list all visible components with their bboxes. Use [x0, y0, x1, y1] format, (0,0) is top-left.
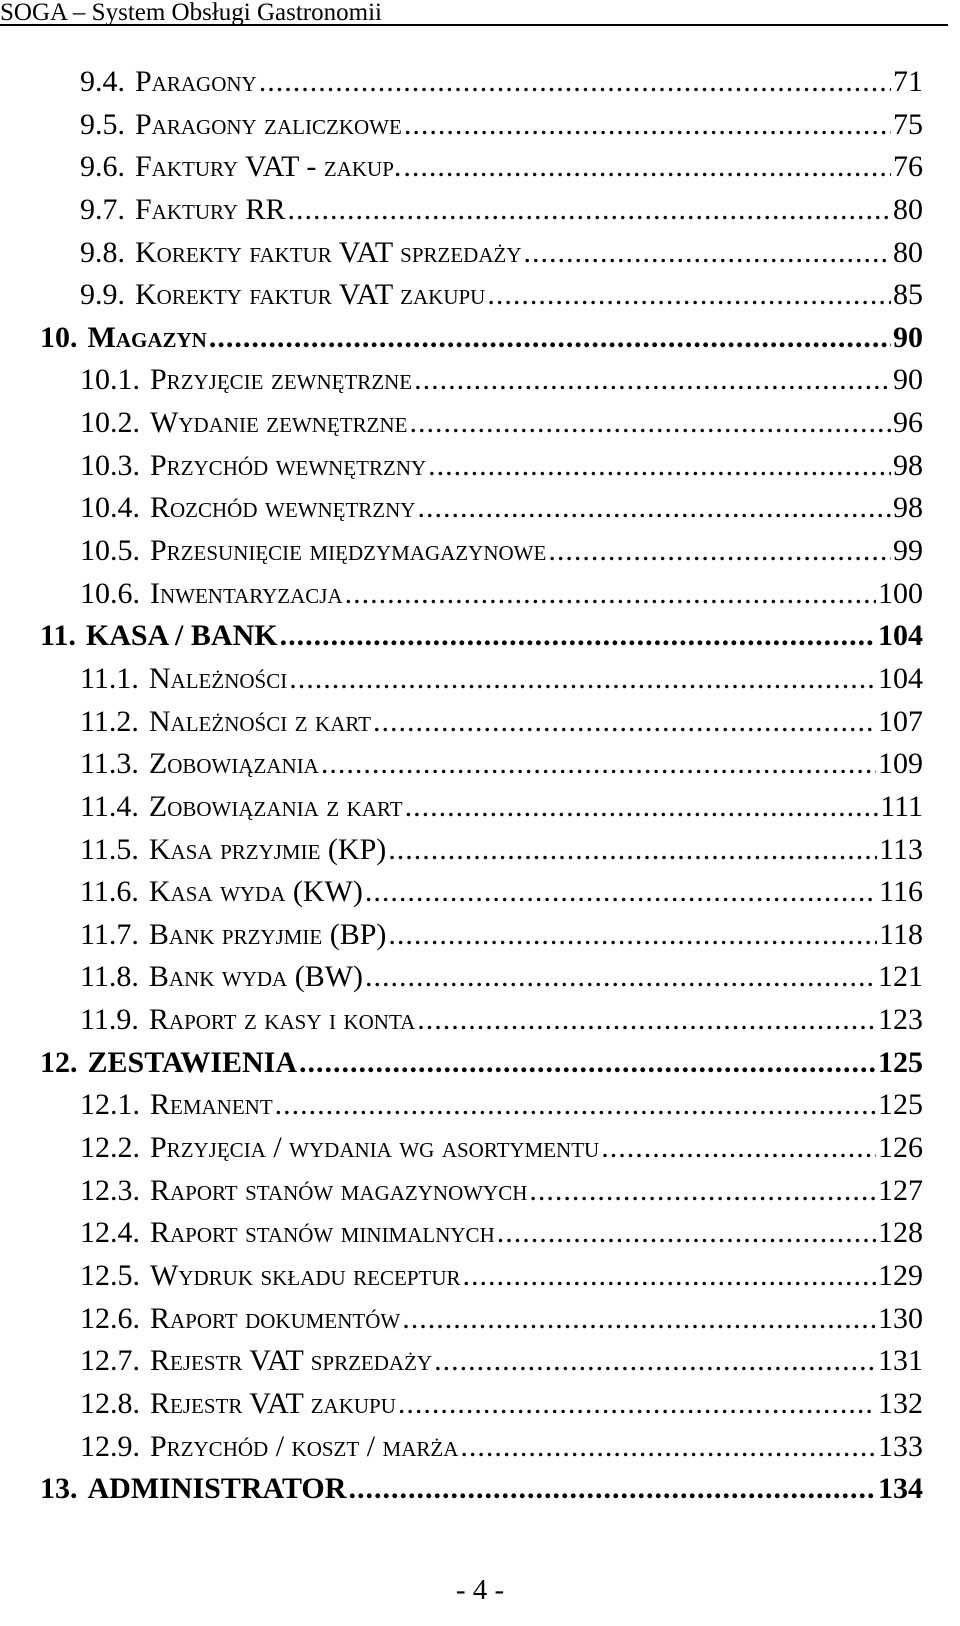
toc-dot-leader [409, 403, 923, 443]
toc-entry-lead [80, 1384, 923, 1424]
toc-entry-page: 127 [876, 1171, 923, 1211]
toc-dot-leader [460, 1427, 923, 1467]
toc-entry-page: 99 [891, 531, 923, 571]
toc-entry-lead [80, 1171, 923, 1211]
toc-entry-lead [80, 62, 923, 102]
toc-entry-number: 10.4. [80, 491, 140, 525]
toc-entry-title: Przyjęcia / wydania wg asortymentu [150, 1131, 600, 1165]
toc-entry-title: Korekty faktur VAT sprzedaży [135, 235, 522, 269]
toc-entry-number: 10. [40, 320, 78, 354]
toc-entry-lead [80, 105, 923, 145]
toc-section[interactable] [0, 659, 960, 702]
toc-dot-leader [288, 190, 923, 230]
toc-entry-title: Korekty faktur VAT zakupu [135, 278, 486, 312]
toc-entry-title: ADMINISTRATOR [87, 1472, 347, 1506]
toc-dot-leader [487, 275, 923, 315]
toc-entry-number: 11. [40, 619, 76, 653]
toc-dot-leader [373, 702, 923, 742]
toc-chapter[interactable] [0, 318, 960, 361]
toc-dot-leader [417, 488, 923, 528]
toc-entry-title: Przychód wewnętrzny [150, 448, 427, 482]
toc-entry-lead [80, 915, 923, 955]
toc-entry-page: 96 [891, 403, 923, 443]
toc-entry-page: 71 [891, 62, 923, 102]
toc-entry-page: 129 [876, 1256, 923, 1296]
toc-section[interactable] [0, 275, 960, 318]
toc-entry-number: 12.9. [80, 1429, 140, 1463]
page-number: - 4 - [455, 1574, 505, 1606]
toc-entry-number: 11.8. [80, 960, 139, 994]
toc-entry-lead [80, 702, 923, 742]
toc-entry-number: 12.4. [80, 1216, 140, 1250]
toc-entry-number: 11.7. [80, 917, 139, 951]
toc-entry-title: Zobowiązania [148, 747, 319, 781]
toc-entry-title: Inwentaryzacja [150, 576, 343, 610]
toc-chapter[interactable] [0, 1469, 960, 1512]
toc-entry-title: Paragony zaliczkowe [135, 107, 402, 141]
toc-entry-number: 11.6. [80, 875, 139, 909]
toc-section[interactable] [0, 403, 960, 446]
toc-entry-number: 13. [40, 1472, 78, 1506]
toc-entry-number: 9.4. [80, 65, 125, 98]
toc-section[interactable] [0, 744, 960, 787]
toc-entry-title: Rejestr VAT sprzedaży [150, 1344, 433, 1378]
toc-dot-leader [275, 1085, 923, 1125]
toc-dot-leader [463, 1256, 923, 1296]
toc-dot-leader [403, 147, 923, 187]
toc-entry-title: Rejestr VAT zakupu [150, 1386, 396, 1420]
toc-entry-number: 11.5. [80, 832, 139, 866]
toc-entry-number: 12. [40, 1045, 78, 1079]
toc-entry-lead [80, 488, 923, 528]
toc-entry-lead [80, 446, 923, 486]
toc-entry-lead [80, 787, 923, 827]
toc-dot-leader [321, 744, 923, 784]
toc-entry-page: 125 [876, 1043, 923, 1083]
toc-section[interactable] [0, 1427, 960, 1470]
toc-dot-leader [398, 1384, 923, 1424]
toc-entry-page: 104 [876, 616, 923, 656]
toc-entry-number: 10.6. [80, 576, 140, 610]
toc-entry-number: 10.3. [80, 448, 140, 482]
toc-entry-number: 12.1. [80, 1088, 140, 1122]
toc-entry-title: Remanent [150, 1088, 273, 1122]
toc-section[interactable] [0, 488, 960, 531]
toc-entry-number: 10.5. [80, 534, 140, 568]
toc-entry-lead [80, 1427, 923, 1467]
toc-entry-number: 11.3. [80, 747, 139, 781]
toc-section[interactable] [0, 830, 960, 873]
toc-entry-title: Bank przyjmie (BP) [148, 917, 387, 951]
toc-section[interactable] [0, 233, 960, 276]
toc-section[interactable] [0, 574, 960, 617]
toc-dot-leader [417, 1000, 923, 1040]
toc-chapter[interactable] [0, 1043, 960, 1086]
toc-entry-page: 121 [876, 957, 923, 997]
toc-entry-title: Należności [148, 661, 288, 695]
toc-entry-number: 11.9. [80, 1003, 139, 1037]
toc-dot-leader [524, 233, 924, 273]
toc-entry-page: 125 [876, 1085, 923, 1125]
toc-dot-leader [497, 1213, 923, 1253]
toc-entry-lead [80, 1128, 923, 1168]
toc-section[interactable] [0, 1000, 960, 1043]
toc-section[interactable] [0, 147, 960, 190]
toc-entry-title: KASA / BANK [85, 619, 278, 653]
toc-section[interactable] [0, 1384, 960, 1427]
toc-section[interactable] [0, 702, 960, 745]
toc-entry-title: Przyjęcie zewnętrzne [150, 363, 413, 397]
toc-entry-lead [40, 1469, 923, 1509]
toc-entry-lead [80, 1085, 923, 1125]
toc-dot-leader [280, 616, 923, 656]
toc-entry-title: Raport stanów magazynowych [150, 1173, 528, 1207]
toc-entry-number: 12.7. [80, 1344, 140, 1378]
toc-entry-title: Bank wyda (BW) [148, 960, 364, 994]
toc-entry-title: Przesunięcie międzymagazynowe [150, 534, 547, 568]
toc-entry-page: 126 [876, 1128, 923, 1168]
toc-entry-title: Faktury VAT - zakup. [135, 150, 402, 184]
toc-section[interactable] [0, 872, 960, 915]
toc-entry-number: 12.8. [80, 1386, 140, 1420]
toc-entry-title: Wydruk składu receptur [150, 1258, 461, 1292]
toc-dot-leader [548, 531, 923, 571]
toc-section[interactable] [0, 1085, 960, 1128]
toc-entry-lead [80, 190, 923, 230]
toc-entry-page: 128 [876, 1213, 923, 1253]
toc-entry-lead [80, 744, 923, 784]
toc-entry-number: 12.2. [80, 1131, 140, 1165]
toc-entry-page: 76 [891, 147, 923, 187]
toc-dot-leader [402, 1299, 923, 1339]
toc-entry-number: 9.6. [80, 150, 125, 184]
toc-section[interactable] [0, 957, 960, 1000]
toc-section[interactable] [0, 1128, 960, 1171]
toc-section[interactable] [0, 1299, 960, 1342]
toc-entry-lead [80, 872, 923, 912]
toc-entry-number: 11.1. [80, 661, 139, 695]
toc-dot-leader [404, 105, 923, 145]
toc-entry-lead [80, 830, 923, 870]
toc-section[interactable] [0, 360, 960, 403]
toc-entry-page: 104 [876, 659, 923, 699]
toc-section[interactable] [0, 1213, 960, 1256]
toc-dot-leader [345, 574, 923, 614]
toc-dot-leader [601, 1128, 923, 1168]
toc-entry-title: Raport dokumentów [150, 1301, 401, 1335]
toc-entry-page: 118 [877, 915, 923, 955]
toc-entry-title: Raport z kasy i konta [148, 1003, 416, 1037]
toc-entry-lead [80, 403, 923, 443]
toc-entry-number: 9.9. [80, 278, 125, 312]
toc-entry-title: Kasa przyjmie (KP) [148, 832, 387, 866]
toc-entry-lead [80, 957, 923, 997]
toc-dot-leader [365, 957, 923, 997]
toc-entry-page: 100 [876, 574, 923, 614]
toc-entry-title: Paragony [135, 65, 257, 98]
toc-section[interactable] [0, 915, 960, 958]
toc-section[interactable] [0, 105, 960, 148]
toc-entry-lead [80, 659, 923, 699]
toc-entry-page: 107 [876, 702, 923, 742]
toc-dot-leader [259, 62, 923, 102]
toc-entry-title: Faktury RR [135, 192, 286, 226]
toc-entry-title: Raport stanów minimalnych [150, 1216, 495, 1250]
toc-entry-page: 109 [876, 744, 923, 784]
toc-entry-title: Przychód / koszt / marża [150, 1429, 459, 1463]
toc-dot-leader [529, 1171, 923, 1211]
toc-entry-lead [80, 1299, 923, 1339]
toc-entry-lead [80, 233, 923, 273]
toc-entry-page: 90 [891, 360, 923, 400]
toc-dot-leader [434, 1341, 923, 1381]
toc-entry-lead [40, 1043, 923, 1083]
toc-entry-lead [80, 147, 923, 187]
toc-entry-title: Magazyn [87, 320, 207, 354]
toc-entry-title: Należności z kart [148, 704, 371, 738]
toc-section[interactable] [0, 787, 960, 830]
toc-entry-page: 90 [891, 318, 923, 358]
toc-entry-number: 10.1. [80, 363, 140, 397]
toc-dot-leader [388, 830, 923, 870]
toc-entry-page: 111 [878, 787, 923, 827]
toc-dot-leader [348, 1469, 923, 1509]
toc-entry-number: 9.8. [80, 235, 125, 269]
toc-entry-number: 10.2. [80, 406, 140, 440]
toc-chapter[interactable] [0, 616, 960, 659]
toc-entry-page: 131 [876, 1341, 923, 1381]
toc-entry-number: 11.2. [80, 704, 139, 738]
toc-entry-title: Rozchód wewnętrzny [150, 491, 416, 525]
toc-entry-number: 9.7. [80, 192, 125, 226]
toc-dot-leader [428, 446, 923, 486]
toc-entry-lead [80, 1000, 923, 1040]
toc-entry-page: 132 [876, 1384, 923, 1424]
toc-dot-leader [299, 1043, 923, 1083]
toc-section[interactable] [0, 190, 960, 233]
toc-entry-number: 11.4. [80, 789, 139, 823]
document-title: SOGA – System Obsługi Gastronomii [0, 0, 382, 26]
toc-dot-leader [209, 318, 923, 358]
toc-entry-lead [80, 360, 923, 400]
toc-entry-title: Zobowiązania z kart [148, 789, 403, 823]
toc-entry-number: 12.5. [80, 1258, 140, 1292]
toc-entry-page: 123 [876, 1000, 923, 1040]
toc-entry-page: 75 [891, 105, 923, 145]
toc-entry-page: 134 [876, 1469, 923, 1509]
toc-section[interactable] [0, 531, 960, 574]
toc-dot-leader [388, 915, 923, 955]
toc-entry-page: 130 [876, 1299, 923, 1339]
toc-entry-lead [80, 1213, 923, 1253]
toc-entry-lead [40, 318, 923, 358]
toc-entry-page: 80 [891, 190, 923, 230]
toc-entry-page: 133 [876, 1427, 923, 1467]
toc-entry-page: 113 [877, 830, 923, 870]
toc-section[interactable] [0, 1341, 960, 1384]
toc-dot-leader [365, 872, 923, 912]
table-of-contents [0, 62, 960, 1512]
toc-entry-number: 12.6. [80, 1301, 140, 1335]
toc-entry-page: 80 [891, 233, 923, 273]
page-header [0, 0, 948, 26]
toc-entry-title: Kasa wyda (KW) [148, 875, 363, 909]
toc-entry-page: 116 [877, 872, 923, 912]
toc-entry-page: 98 [891, 488, 923, 528]
toc-entry-page: 85 [891, 275, 923, 315]
toc-entry-number: 12.3. [80, 1173, 140, 1207]
toc-dot-leader [405, 787, 923, 827]
toc-entry-title: ZESTAWIENIA [87, 1045, 298, 1079]
toc-entry-lead [80, 574, 923, 614]
toc-section[interactable] [0, 446, 960, 489]
toc-dot-leader [414, 360, 923, 400]
toc-entry-number: 9.5. [80, 107, 125, 141]
toc-entry-title: Wydanie zewnętrzne [150, 406, 408, 440]
toc-entry-lead [80, 1256, 923, 1296]
toc-section[interactable] [0, 1171, 960, 1214]
toc-entry-lead [40, 616, 923, 656]
toc-dot-leader [289, 659, 923, 699]
toc-entry-lead [80, 531, 923, 571]
toc-section[interactable] [0, 62, 960, 105]
toc-entry-page: 98 [891, 446, 923, 486]
toc-entry-lead [80, 1341, 923, 1381]
toc-entry-lead [80, 275, 923, 315]
toc-section[interactable] [0, 1256, 960, 1299]
